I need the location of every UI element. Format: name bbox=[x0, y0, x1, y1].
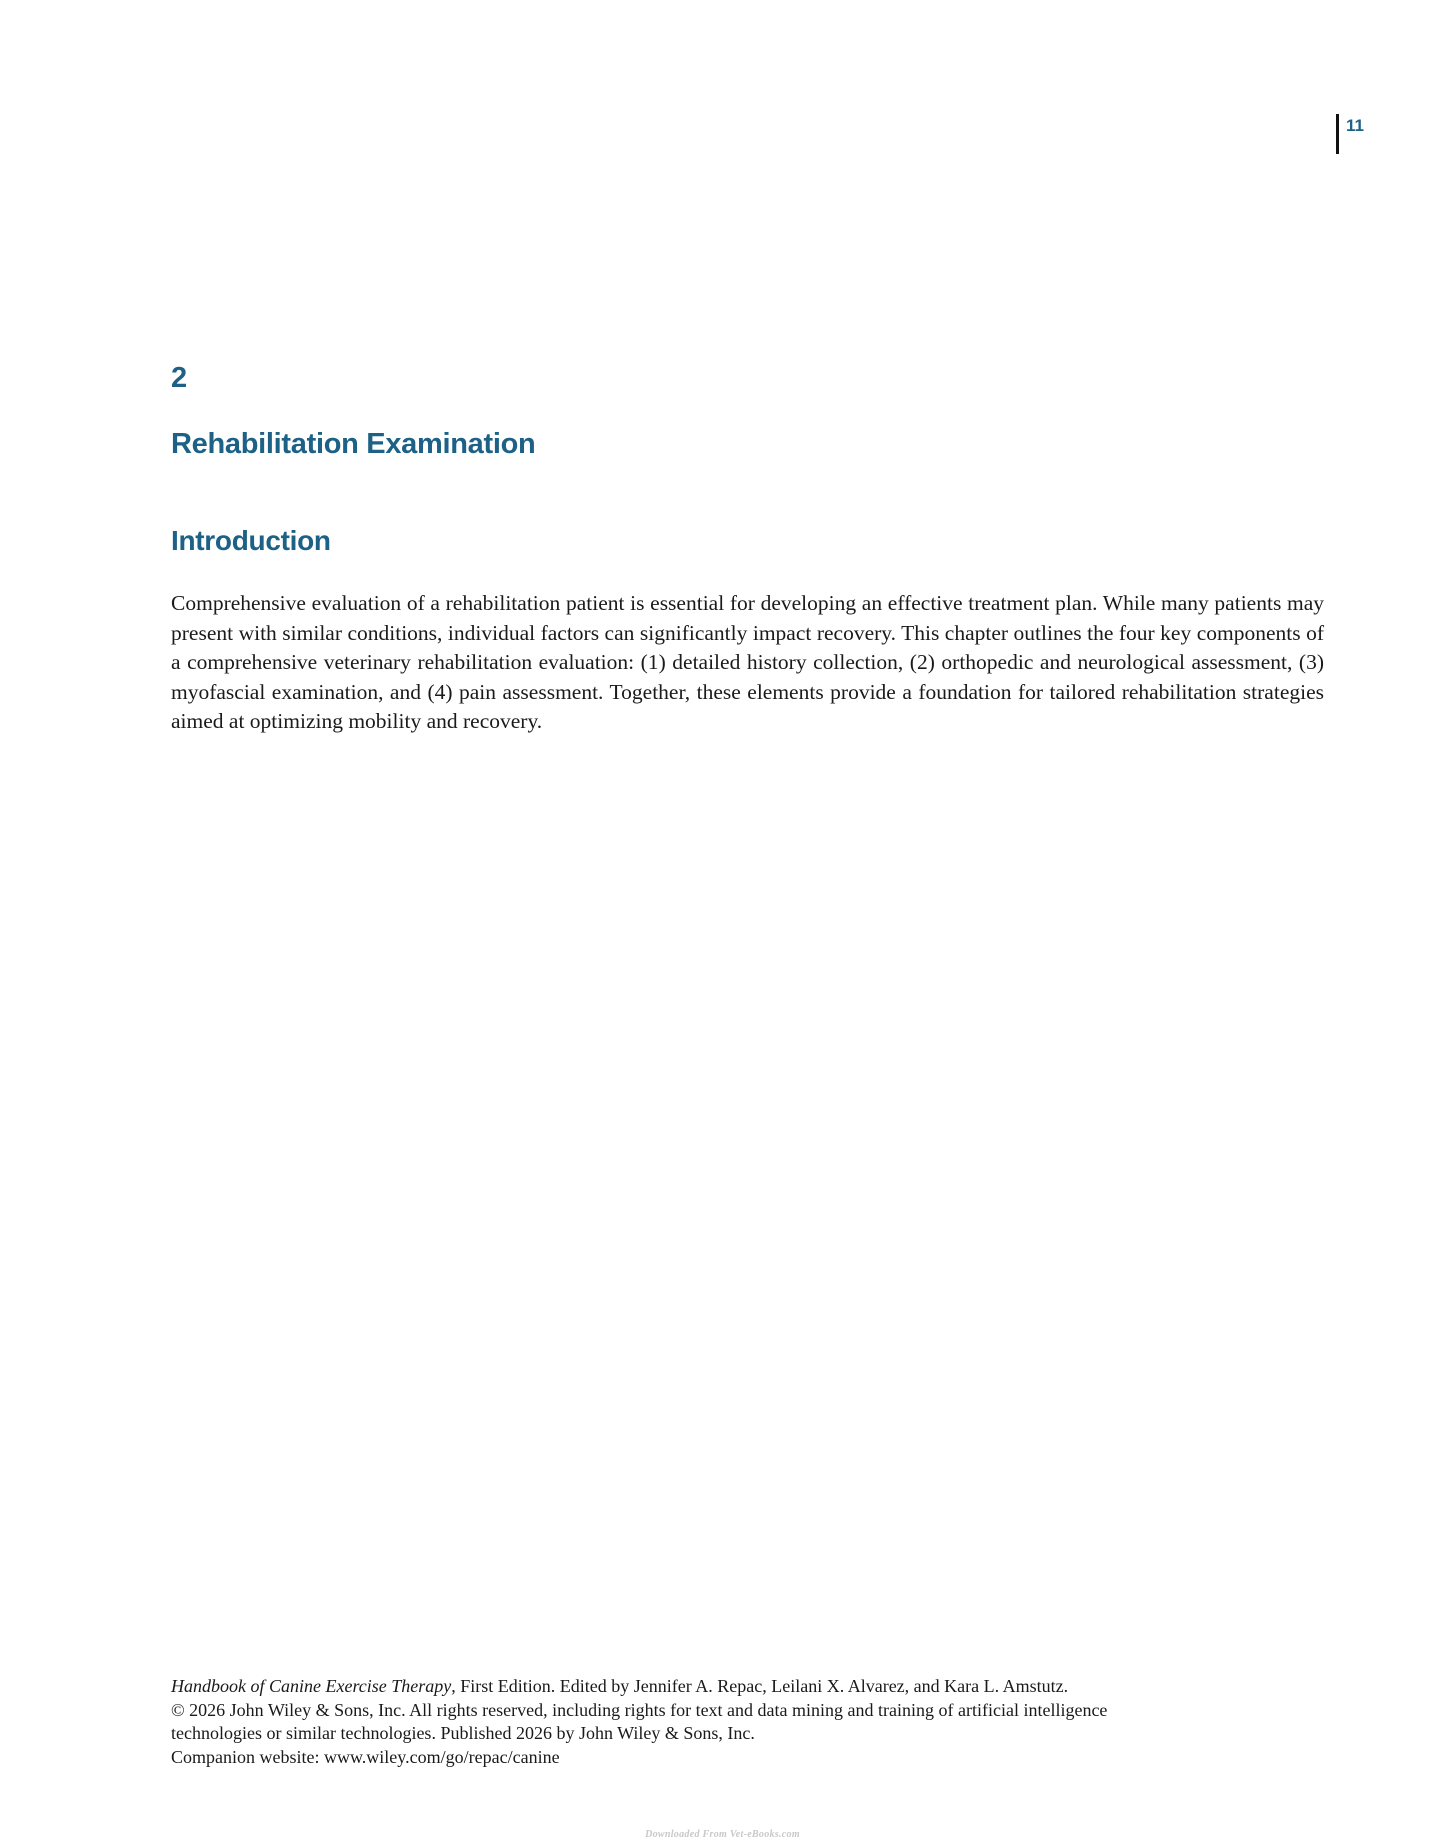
copyright-line-2: technologies or similar technologies. Published 2026 by John Wiley & Sons, Inc. bbox=[171, 1723, 755, 1743]
chapter-title: Rehabilitation Examination bbox=[171, 428, 536, 460]
companion-website-line: Companion website: www.wiley.com/go/repac/canine bbox=[171, 1746, 560, 1767]
download-watermark: Downloaded From Vet-eBooks.com bbox=[645, 1829, 800, 1840]
page-number-rule bbox=[1336, 114, 1339, 154]
page-number-block bbox=[1336, 114, 1364, 154]
introduction-paragraph: Comprehensive evaluation of a rehabilitation patient is essential for developing an effective treatment plan. While many patients may present with similar conditions, individual factors can significantly impact recovery. This chapter outlines the four key components of a comprehensive veterinary rehabilitation evaluation: (1) detailed history collection, (2) orthopedic and neurological assessment, (3) myofascial examination, and (4) pain assessment. Together, these elements provide a foundation for tailored rehabilitation strategies aimed at optimizing mobility and recovery. bbox=[171, 591, 1324, 733]
publication-footnote bbox=[171, 1675, 1291, 1769]
edition-details: , First Edition. Edited by Jennifer A. Repac, Leilani X. Alvarez, and Kara L. Amstutz. bbox=[451, 1676, 1069, 1696]
section-heading-introduction: Introduction bbox=[171, 525, 331, 556]
page-number: 11 bbox=[1346, 116, 1364, 135]
edition-line bbox=[171, 1675, 1291, 1699]
chapter-number: 2 bbox=[171, 362, 188, 394]
copyright-line-1: © 2026 John Wiley & Sons, Inc. All rights reserved, including rights for text and data mining and training of artificial intelligence bbox=[171, 1699, 1108, 1720]
book-title: Handbook of Canine Exercise Therapy bbox=[171, 1676, 452, 1696]
